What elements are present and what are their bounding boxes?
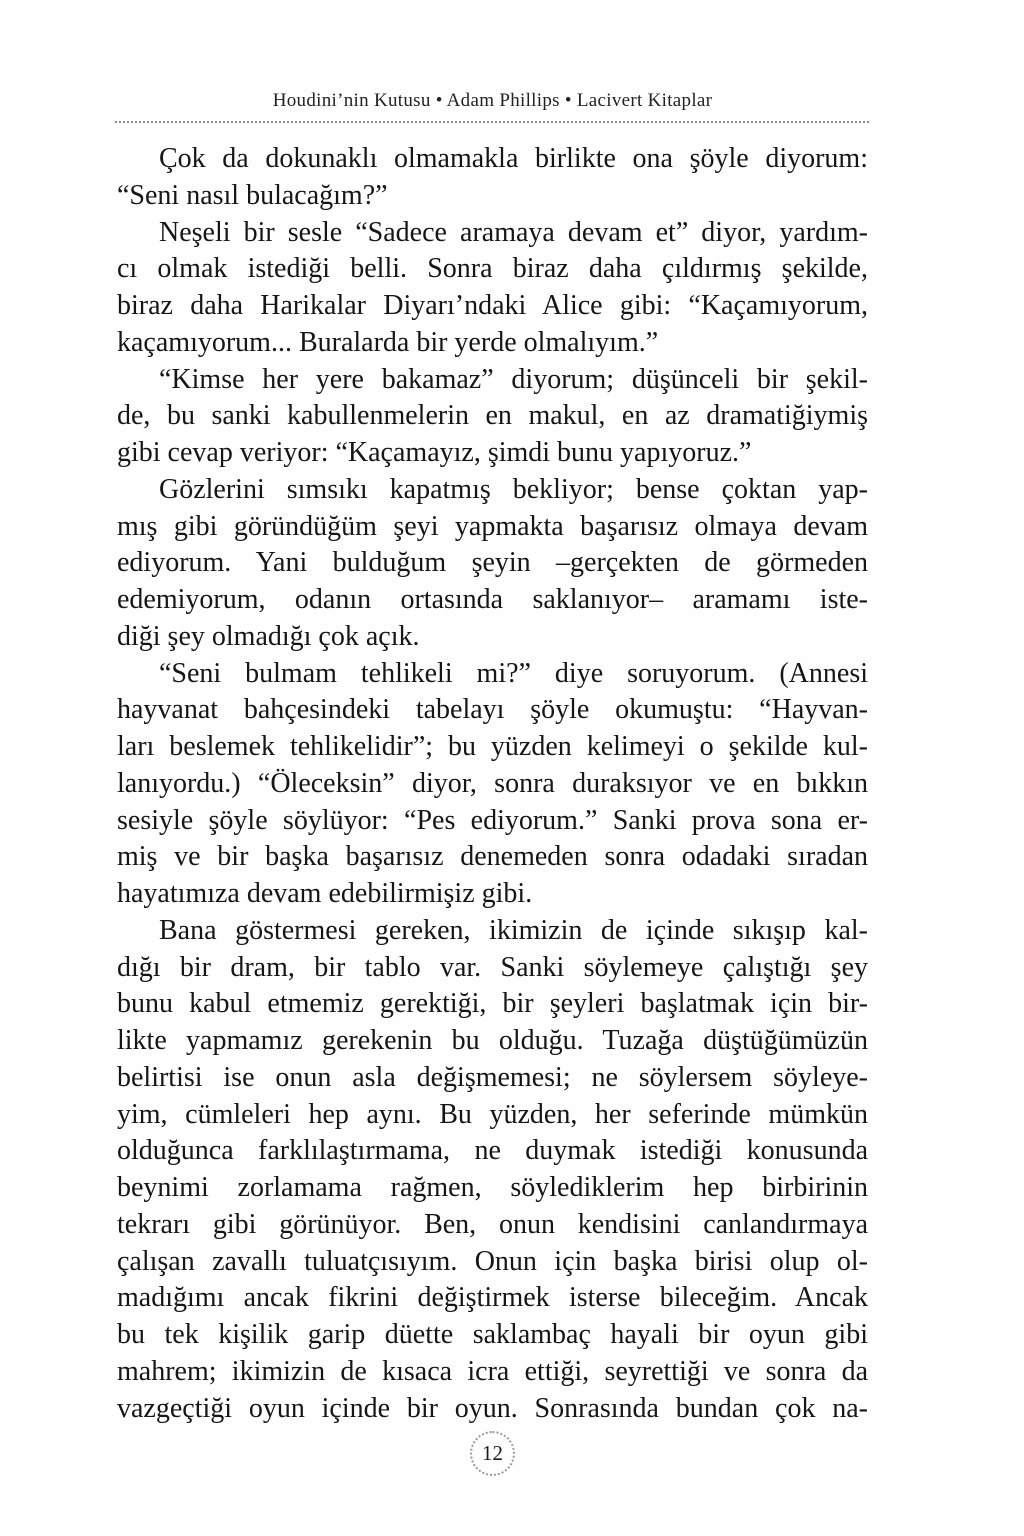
text-line: yim, cümleleri hep aynı. Bu yüzden, her seferinde mümkün xyxy=(117,1098,868,1130)
text-line: hayvanat bahçesindeki tabelayı şöyle okumuştu: “Hayvan- xyxy=(117,694,868,726)
text-line: Neşeli bir sesle “Sadece aramaya devam et” diyor, yardım- xyxy=(159,216,868,248)
text-line: mış gibi göründüğüm şeyi yapmakta başarısız olmaya devam xyxy=(117,510,868,542)
text-line: gibi cevap veriyor: “Kaçamayız, şimdi bunu yapıyoruz.” xyxy=(117,437,752,468)
text-line: bunu kabul etmemiz gerektiği, bir şeyleri başlatmak için bir- xyxy=(117,988,868,1020)
text-line: cı olmak istediği belli. Sonra biraz daha çıldırmış şekilde, xyxy=(117,253,868,285)
text-line: mahrem; ikimizin de kısaca icra ettiği, seyrettiği ve sonra da xyxy=(117,1355,868,1387)
page-number-badge xyxy=(470,1431,515,1476)
page-number: 12 xyxy=(482,1441,503,1465)
text-line: belirtisi ise onun asla değişmemesi; ne söylersem söyleye- xyxy=(117,1061,868,1093)
text-line: bu tek kişilik garip düette saklambaç hayali bir oyun gibi xyxy=(117,1319,868,1350)
header-dotted-rule xyxy=(115,105,869,123)
text-line: tekrarı gibi görünüyor. Ben, onun kendisini canlandırmaya xyxy=(117,1208,868,1240)
text-line: de, bu sanki kabullenmelerin en makul, en az dramatiğiymiş xyxy=(117,400,868,432)
text-line: çalışan zavallı tuluatçısıyım. Onun için başka birisi olup ol- xyxy=(117,1245,868,1277)
body-text xyxy=(117,141,868,1427)
text-line: miş ve bir başka başarısız denemeden sonra odadaki sıradan xyxy=(117,841,868,873)
text-line: ediyorum. Yani bulduğum şeyin –gerçekten de görmeden xyxy=(117,547,868,579)
text-line: “Kimse her yere bakamaz” diyorum; düşünceli bir şekil- xyxy=(159,363,868,395)
text-line: beynimi zorlamama rağmen, söylediklerim hep birbirinin xyxy=(117,1172,868,1203)
text-line: edemiyorum, odanın ortasında saklanıyor– aramamı iste- xyxy=(117,584,868,615)
text-line: diği şey olmadığı çok açık. xyxy=(117,620,420,652)
text-line: sesiyle şöyle söylüyor: “Pes ediyorum.” Sanki prova sona er- xyxy=(117,804,868,836)
text-line: kaçamıyorum... Buralarda bir yerde olmalıyım.” xyxy=(117,326,659,358)
text-line: olduğunca farklılaştırmama, ne duymak istediği konusunda xyxy=(117,1135,868,1167)
text-line: Çok da dokunaklı olmamakla birlikte ona şöyle diyorum: xyxy=(159,143,868,174)
text-line: “Seni bulmam tehlikeli mi?” diye soruyorum. (Annesi xyxy=(159,657,868,689)
text-line: dığı bir dram, bir tablo var. Sanki söylemeye çalıştığı şey xyxy=(117,951,868,983)
text-line: vazgeçtiği oyun içinde bir oyun. Sonrasında bundan çok na- xyxy=(117,1392,868,1424)
text-line: madığımı ancak fikrini değiştirmek isterse bileceğim. Ancak xyxy=(117,1282,868,1314)
text-line: lanıyordu.) “Öleceksin” diyor, sonra duraksıyor ve en bıkkın xyxy=(117,767,868,799)
text-line: Bana göstermesi gereken, ikimizin de içinde sıkışıp kal- xyxy=(159,914,868,946)
text-line: biraz daha Harikalar Diyarı’ndaki Alice gibi: “Kaçamıyorum, xyxy=(117,290,868,321)
text-line: likte yapmamız gerekenin bu olduğu. Tuzağa düştüğümüzün xyxy=(117,1025,868,1056)
text-line: ları beslemek tehlikelidir”; bu yüzden kelimeyi o şekilde kul- xyxy=(117,731,868,762)
text-line: “Seni nasıl bulacağım?” xyxy=(117,179,388,211)
text-line: Gözlerini sımsıkı kapatmış bekliyor; bense çoktan yap- xyxy=(159,473,868,505)
text-line: hayatımıza devam edebilirmişiz gibi. xyxy=(117,878,533,909)
running-header: Houdini’nin Kutusu • Adam Phillips • Lacivert Kitaplar xyxy=(272,90,713,111)
